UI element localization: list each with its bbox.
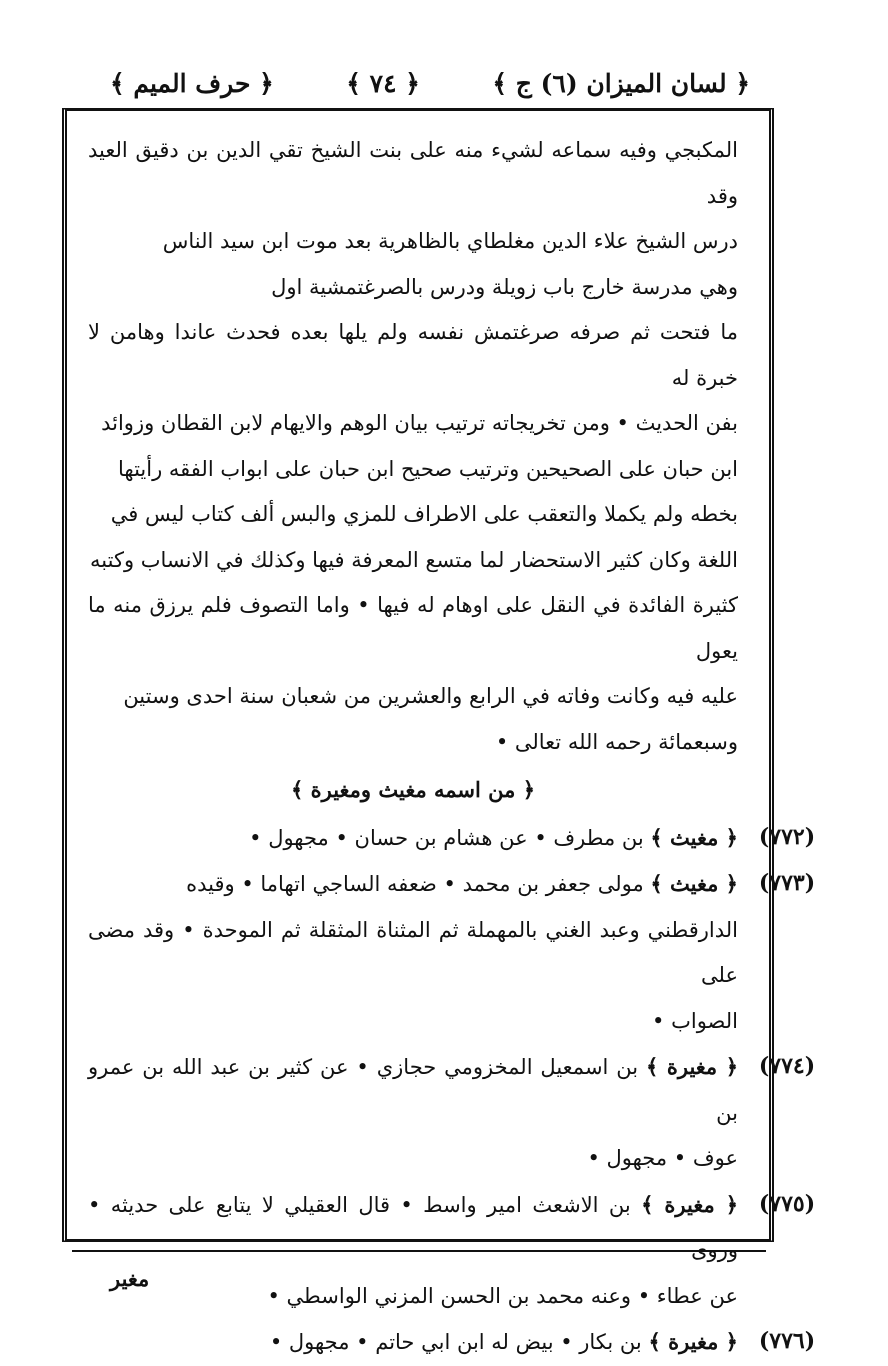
text-line: بفن الحديث • ومن تخريجاته ترتيب بيان الوهم والايهام لابن القطان وزوائد [101,411,738,435]
text-line: ما فتحت ثم صرفه صرغتمش نفسه ولم يلها بعده فحدث عاندا وهامن لا خبرة له [88,320,738,390]
page-header [110,58,750,108]
entry-text: مولى جعفر بن محمد • ضعفه الساجي اتهاما • وقيده [186,872,644,896]
entry-number: (٧٧٦) [758,1328,816,1354]
entry-name: ﴿ مغيث ﴾ [650,824,738,850]
text-line [88,1319,738,1366]
entry-text: بن مطرف • عن هشام بن حسان • مجهول • [249,825,644,850]
text-line [88,1182,738,1274]
entry-number: (٧٧٢) [758,823,816,850]
catchword: مغير [110,1266,150,1291]
section-heading: ﴿ من اسمه مغيث ومغيرة ﴾ [290,777,535,802]
text-line: عن عطاء • وعنه محمد بن الحسن المزني الواسطي • [267,1283,738,1308]
footer-rule [72,1250,766,1252]
entry-774 [88,1044,816,1182]
section-title: ﴿ حرف الميم ﴾ [110,68,274,98]
text-line: ابن حبان على الصحيحين وترتيب صحيح ابن حبان على ابواب الفقه رأيتها [118,456,738,481]
text-line: وسبعمائة رحمه الله تعالى • [495,729,738,754]
text-line: وهي مدرسة خارج باب زويلة ودرس بالصرغتمشية اول [271,274,738,299]
entry-number: (٧٧٤) [758,1053,816,1079]
text-line: درس الشيخ علاء الدين مغلطاي بالظاهرية بعد موت ابن سيد الناس [162,229,738,253]
entry-number: (٧٧٣) [758,870,816,896]
entry-text: بن الاشعث امير واسط • قال العقيلي لا يتابع على حديثه • وروى [88,1192,738,1262]
text-line: المكبجي وفيه سماعه لشيء منه على بنت الشيخ تقي الدين بن دقيق العيد وقد [88,138,738,208]
book-title: ﴿ لسان الميزان (٦) ج ﴾ [492,68,750,98]
entry-name: ﴿ مغيرة ﴾ [641,1191,738,1217]
entry-name: ﴿ مغيرة ﴾ [646,1054,738,1079]
text-line [88,861,738,908]
entry-text: بن بكار • بيض له ابن ابي حاتم • مجهول • [269,1330,642,1354]
text-line: الصواب • [652,1008,738,1033]
text-line: اللغة وكان كثير الاستحضار لما متسع المعرفة فيها وكذلك في الانساب وكتبه [90,547,738,572]
entry-776 [88,1319,816,1366]
text-line: عوف • مجهول • [587,1146,738,1170]
entry-number: (٧٧٥) [758,1190,816,1217]
entry-773 [88,861,816,1044]
text-line: كثيرة الفائدة في النقل على اوهام له فيها • واما التصوف فلم يرزق منه ما يعول [88,593,738,663]
text-line: الدارقطني وعبد الغني بالمهملة ثم المثناة المثقلة ثم الموحدة • وقد مضى على [88,917,738,987]
text-line: بخطه ولم يكملا والتعقب على الاطراف للمزي والبس ألف كتاب ليس في [110,502,738,526]
text-line [88,815,738,862]
entry-772 [88,815,816,862]
page-body [88,128,816,1366]
entry-name: ﴿ مغيث ﴾ [650,871,738,896]
page-number: ﴿ ٧٤ ﴾ [346,68,420,98]
entry-text: بن اسمعيل المخزومي حجازي • عن كثير بن عبد الله بن عمرو بن [88,1055,738,1125]
entry-name: ﴿ مغيرة ﴾ [648,1329,738,1354]
text-line: عليه فيه وكانت وفاته في الرابع والعشرين من شعبان سنة احدى وستين [123,684,738,708]
text-line [88,1044,738,1136]
